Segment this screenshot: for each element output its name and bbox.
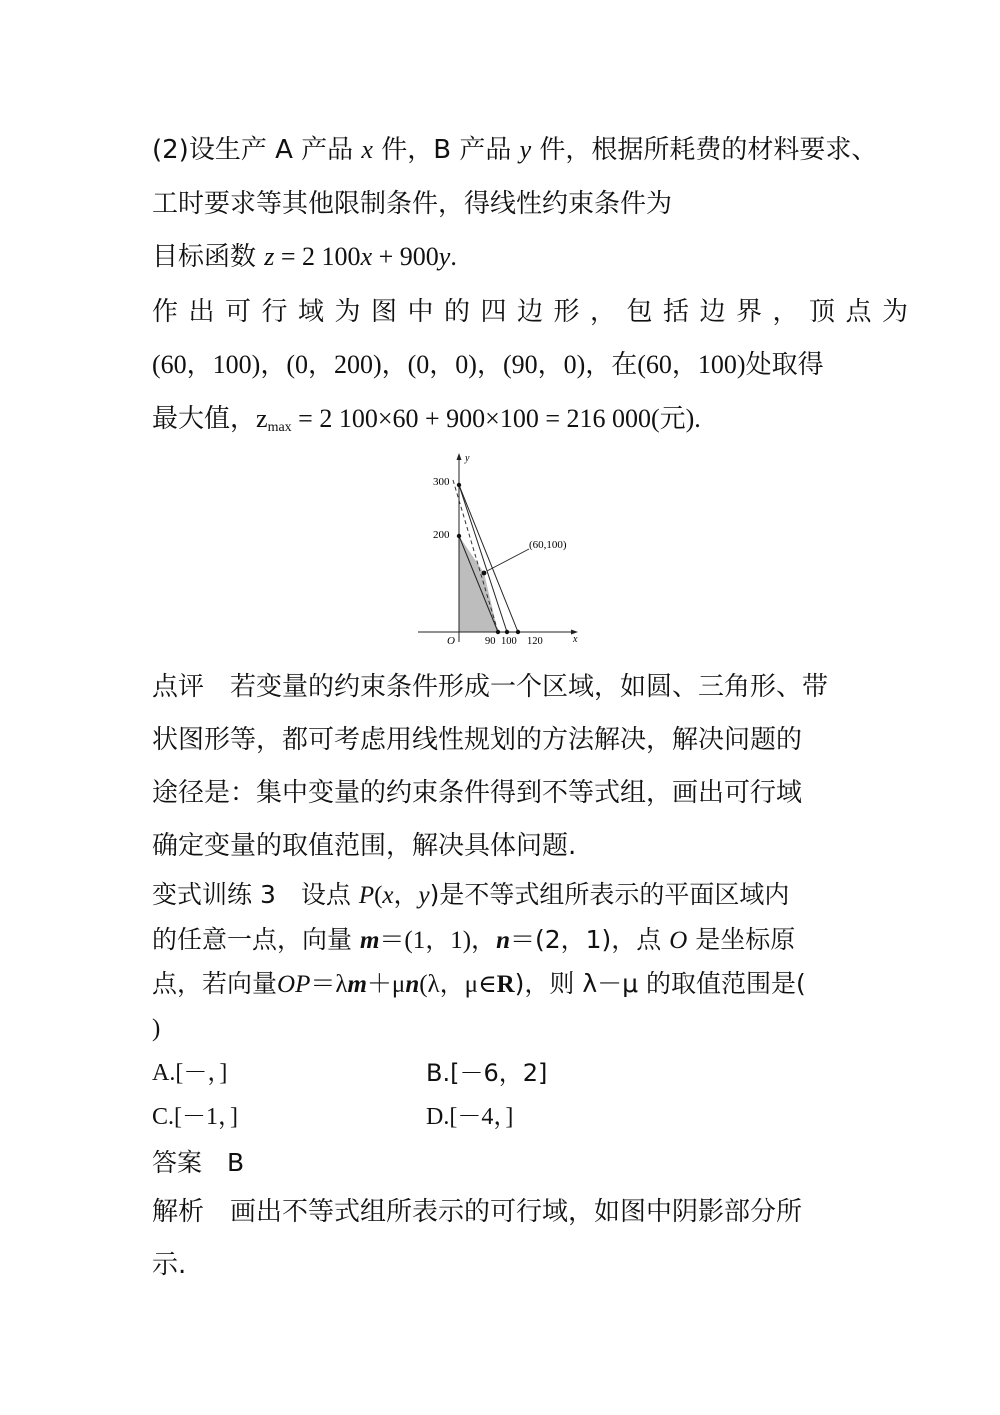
comment-line-2: 状图形等，都可考虑用线性规划的方法解决，解决问题的 [152,725,803,755]
y-axis-arrow [457,453,462,460]
part2-line-4: 作出可行域为图中的四边形，包括边界，顶点为 [152,297,919,327]
y-axis-label: y [465,453,470,464]
vertex-dot-100-0 [505,630,509,634]
comment-line-4: 确定变量的取值范围，解决具体问题. [152,831,577,861]
analysis-line-1: 解析 画出不等式组所表示的可行域，如图中阴影部分所 [152,1197,803,1227]
option-c[interactable]: C.[－1，] [152,1104,238,1130]
exercise-line-1: 变式训练 3 设点 P(x，y)是不等式组所表示的平面区域内 [152,880,790,909]
x-tick-120: 120 [527,636,543,646]
x-tick-100: 100 [501,636,517,646]
x-axis-label: x [573,634,578,645]
part2-line-3: 目标函数 z = 2 100x + 900y. [152,242,457,272]
exercise-line-3: 点，若向量OP＝λm＋μn(λ，μ∈R)，则 λ－μ 的取值范围是( [152,969,806,998]
point-label: (60,100) [529,539,567,551]
answer-line: 答案 B [152,1148,245,1177]
option-d[interactable]: D.[－4，] [426,1104,514,1130]
y-tick-200: 200 [433,529,450,541]
vertex-dot-90-0 [496,630,500,634]
y-tick-300: 300 [433,476,450,488]
exercise-line-2: 的任意一点，向量 m＝(1，1)，n＝(2，1)，点 O 是坐标原 [152,925,796,954]
x-tick-90: 90 [485,636,496,646]
part2-line-6: 最大值，$z_{max} = 2$ 100×60 + 900×100 = 216 000(元). [152,404,701,435]
part2-line-1: (2)设生产 A 产品 x 件，B 产品 y 件，根据所耗费的材料要求、 [152,135,878,165]
vertex-dot-60-100 [482,571,487,576]
feasible-region-figure [414,448,586,646]
vertex-dot-0-300 [457,483,461,487]
analysis-line-2: 示. [152,1250,187,1280]
exercise-line-4: ) [152,1015,161,1042]
vertex-dot-120-0 [516,630,520,634]
point-annotation-leader [487,549,529,571]
comment-line-3: 途径是：集中变量的约束条件得到不等式组，画出可行域 [152,778,803,808]
vertex-dot-0-200 [457,534,461,538]
comment-line-1: 点评 若变量的约束条件形成一个区域，如圆、三角形、带 [152,672,829,702]
origin-label: O [447,635,455,646]
part2-line-5: (60，100)，(0，200)，(0，0)，(90，0)，在(60，100)处取得 [152,350,824,379]
option-a[interactable]: A.[－，] [152,1060,228,1086]
part2-line-2: 工时要求等其他限制条件，得线性约束条件为 [152,189,673,219]
option-b[interactable]: B.[－6，2] [426,1059,548,1087]
